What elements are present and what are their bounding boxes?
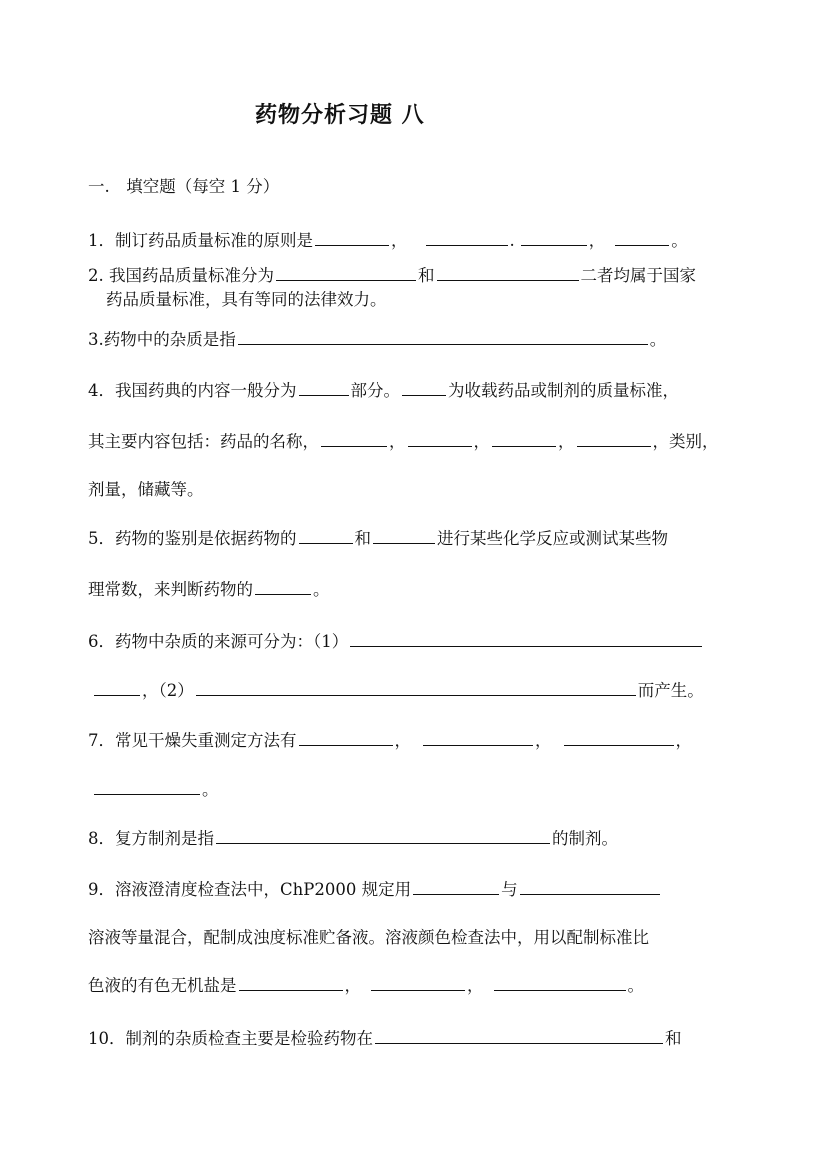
blank bbox=[350, 629, 702, 647]
connector: 和 bbox=[354, 529, 371, 548]
question-5-line-2-text: 理常数，来判断药物的 bbox=[88, 580, 253, 599]
punct: . bbox=[509, 231, 515, 250]
question-10-end: 和 bbox=[665, 1029, 682, 1048]
question-6 bbox=[88, 629, 704, 653]
blank bbox=[299, 378, 349, 396]
question-2-text: 2. 我国药品质量标准分为 bbox=[88, 266, 274, 285]
punct: ， bbox=[344, 976, 361, 995]
blank bbox=[321, 429, 387, 447]
connector: 与 bbox=[501, 880, 518, 899]
section-heading: 一. 填空题（每空 1 分） bbox=[88, 177, 280, 196]
question-7-text: 7．常见干燥失重测定方法有 bbox=[88, 731, 297, 750]
question-5-tail: 进行某些化学反应或测试某些物 bbox=[437, 529, 668, 548]
question-2-line-2: 药品质量标准，具有等同的法律效力。 bbox=[106, 290, 387, 309]
question-2-tail: 二者均属于国家 bbox=[580, 266, 696, 285]
question-7-line-2 bbox=[94, 777, 219, 801]
punct: 。 bbox=[627, 976, 644, 995]
blank bbox=[371, 973, 465, 991]
question-3 bbox=[88, 327, 666, 351]
question-6-text: 6．药物中杂质的来源可分为：（1） bbox=[88, 632, 349, 651]
blank bbox=[408, 429, 472, 447]
question-1-text: 1．制订药品质量标准的原则是 bbox=[88, 231, 313, 250]
question-1 bbox=[88, 228, 688, 252]
question-6-mid: ，（2） bbox=[142, 681, 194, 700]
question-6-line-2 bbox=[94, 678, 704, 702]
punct: ， bbox=[675, 731, 692, 750]
question-10-text: 10．制剂的杂质检查主要是检验药物在 bbox=[88, 1029, 373, 1048]
punct: ， bbox=[588, 231, 606, 250]
question-9-line-3 bbox=[88, 973, 644, 997]
blank bbox=[426, 228, 508, 246]
blank bbox=[520, 877, 660, 895]
question-4-line-2-tail: ，类别， bbox=[652, 432, 719, 451]
punct: ， bbox=[473, 432, 490, 451]
question-9-line-2: 溶液等量混合，配制成浊度标准贮备液。溶液颜色检查法中，用以配制标准比 bbox=[88, 928, 649, 947]
punct: ， bbox=[535, 731, 552, 750]
punct: 。 bbox=[202, 780, 219, 799]
question-7 bbox=[88, 728, 692, 752]
punct: ， bbox=[467, 976, 484, 995]
question-10 bbox=[88, 1026, 682, 1050]
blank bbox=[494, 973, 626, 991]
blank bbox=[375, 1026, 663, 1044]
blank bbox=[276, 263, 416, 281]
punct: 。 bbox=[649, 330, 667, 349]
blank bbox=[521, 228, 587, 246]
question-8-end: 的制剂。 bbox=[552, 829, 618, 848]
question-5-line-2 bbox=[88, 577, 330, 601]
blank bbox=[492, 429, 556, 447]
blank bbox=[423, 728, 533, 746]
punct: ， bbox=[558, 432, 575, 451]
blank bbox=[615, 228, 669, 246]
question-9 bbox=[88, 877, 662, 901]
question-4-text: 4．我国药典的内容一般分为 bbox=[88, 381, 297, 400]
connector: 和 bbox=[418, 266, 435, 285]
question-4-part: 部分。 bbox=[350, 381, 400, 400]
blank bbox=[373, 526, 435, 544]
punct: 。 bbox=[671, 231, 688, 250]
question-4 bbox=[88, 378, 679, 402]
question-4-tail: 为收载药品或制剂的质量标准， bbox=[448, 381, 679, 400]
question-9-line-3-text: 色液的有色无机盐是 bbox=[88, 976, 237, 995]
blank bbox=[402, 378, 446, 396]
question-6-end: 而产生。 bbox=[637, 681, 704, 700]
blank bbox=[255, 577, 311, 595]
blank bbox=[564, 728, 674, 746]
blank bbox=[413, 877, 499, 895]
question-4-line-2 bbox=[88, 429, 719, 453]
punct: ， bbox=[394, 731, 411, 750]
blank bbox=[216, 826, 550, 844]
blank bbox=[94, 777, 200, 795]
punct: ， bbox=[391, 231, 408, 250]
blank bbox=[577, 429, 651, 447]
question-8 bbox=[88, 826, 618, 850]
blank bbox=[437, 263, 579, 281]
question-5 bbox=[88, 526, 668, 550]
blank bbox=[315, 228, 389, 246]
blank bbox=[299, 526, 353, 544]
blank bbox=[196, 678, 636, 696]
question-8-text: 8．复方制剂是指 bbox=[88, 829, 214, 848]
punct: 。 bbox=[313, 580, 330, 599]
blank bbox=[94, 678, 140, 696]
blank bbox=[238, 327, 648, 345]
question-4-line-3: 剂量，储藏等。 bbox=[88, 480, 204, 499]
punct: ， bbox=[389, 432, 406, 451]
page-title: 药物分析习题 八 bbox=[255, 103, 425, 128]
question-3-text: 3.药物中的杂质是指 bbox=[88, 330, 236, 349]
blank bbox=[299, 728, 393, 746]
question-9-text: 9．溶液澄清度检查法中，ChP2000 规定用 bbox=[88, 880, 412, 899]
blank bbox=[239, 973, 343, 991]
question-5-text: 5．药物的鉴别是依据药物的 bbox=[88, 529, 297, 548]
question-4-line-2-text: 其主要内容包括：药品的名称， bbox=[88, 432, 319, 451]
question-2 bbox=[88, 263, 696, 287]
